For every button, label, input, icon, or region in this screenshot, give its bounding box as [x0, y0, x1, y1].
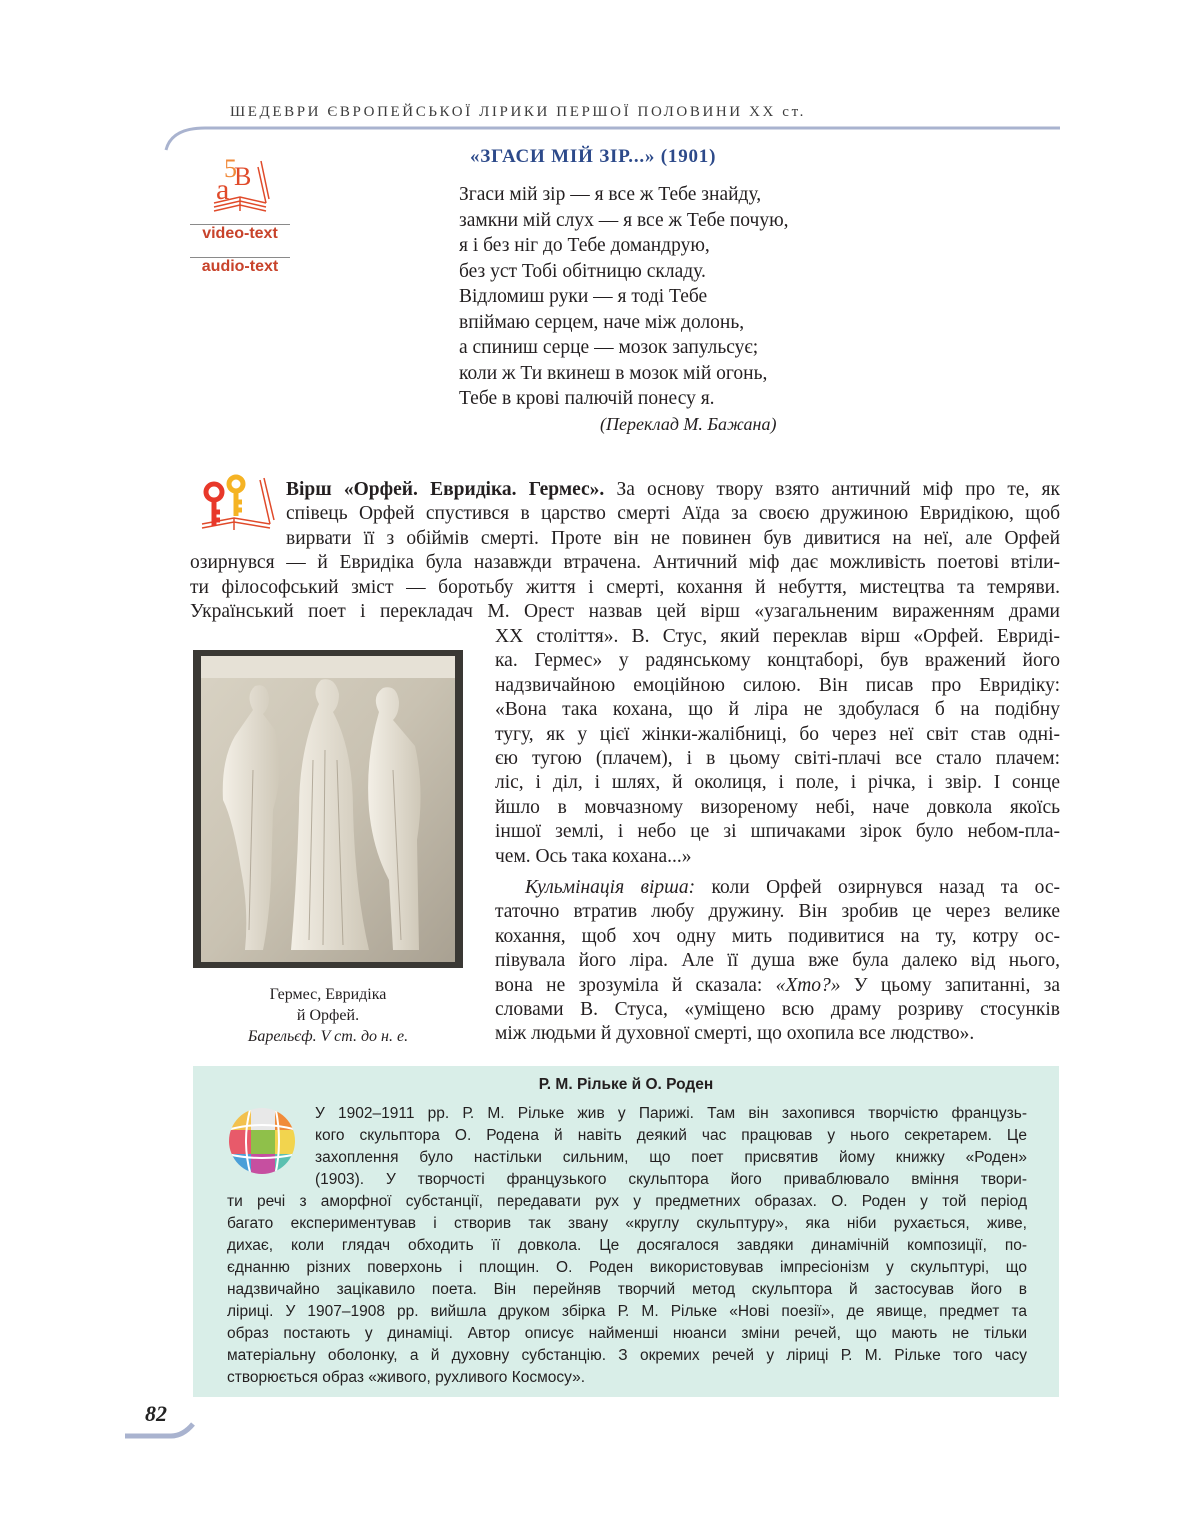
abv-book-icon [200, 147, 280, 217]
poem-line: без уст Тобі обітницю складу. [459, 260, 706, 282]
stus-paragraph [495, 625, 1060, 869]
text-line: матеріальну оболонку, а й духовну субстанцію. З окремих речей у ліриці Р. М. Рільке того часу [227, 1347, 1027, 1364]
svg-text:B: B [234, 162, 252, 191]
poem-line: я і без ніг до Тебе домандрую, [459, 235, 710, 256]
text-line: створюється образ «живого, рухливого Космосу». [227, 1369, 586, 1386]
translator-credit: (Переклад М. Бажана) [600, 414, 777, 434]
text-line: озирнувся — й Евридіка була назавжди втрачена. Античний міф дає можливість поетові втіли- [190, 552, 1060, 574]
video-text-link[interactable]: video-text [202, 225, 278, 242]
paragraph-text: коли Орфей озирнувся назад та ос- [695, 877, 1060, 898]
text-line: тугу, як у цієї жінки-жалібниці, бо через неї світ став одні- [495, 723, 1060, 745]
text-line: вирвати її з обіймів смерті. Проте він не повинен був дивитися на неї, але Орфей [286, 527, 1060, 549]
text-line: кого скульптора О. Родена й навіть деякий час працював у нього секретарем. Це [315, 1127, 1027, 1144]
footer-rule [125, 1422, 197, 1442]
poem-body [459, 182, 879, 412]
text-line: словами В. Стуса, «уміщено всю драму розриву стосунків [495, 999, 1060, 1021]
sidebar-text [227, 1103, 1027, 1389]
audio-text-link[interactable]: audio-text [201, 258, 279, 275]
poem-line: впіймаю серцем, наче між долонь, [459, 311, 745, 333]
text-line: ти речі з аморфної субстанції, передавати рух у предметних образах. О. Роден у той період [227, 1193, 1027, 1210]
poem-title: «ЗГАСИ МІЙ ЗІР...» (1901) [470, 146, 717, 167]
text-line: таточно втратив любу дружину. Він зробив це через велике [495, 901, 1060, 923]
poem-line: коли ж Ти вкинеш в мозок мій огонь, [459, 362, 768, 384]
bas-relief-image [193, 650, 463, 968]
text-line: образ постають у динаміці. Автор описує найменші нюанси зміни речей, що мають не тільки [227, 1325, 1027, 1342]
culmination-paragraph [495, 876, 1060, 1047]
text-line: єю тугою (плачем), і в цьому світі-плачі все стало плачем: [495, 748, 1060, 770]
text-line: (1903). У творчості французького скульптора його приваблювало вміння твори- [315, 1171, 1027, 1188]
text-line: «Вона така кохана, що й ліра не здобулася б на подібну [495, 699, 1060, 721]
text-line: ліс, і діл, і шлях, й околиця, і поле, і річка, і звір. І сонце [495, 772, 1060, 794]
text-line: чем. Ось така кохана...» [495, 845, 692, 867]
text-line: кохання, щоб хоч одну мить подивитися на ту, котру ос- [495, 925, 1060, 947]
sidebar-title: Р. М. Рільке й О. Роден [538, 1076, 714, 1093]
text-line: надзвичайною емоційною силою. Він писав про Евридіку: [495, 674, 1060, 696]
poem-line: Тебе в крові палючій понесу я. [459, 388, 715, 409]
poem-line: Відломиш руки — я тоді Тебе [459, 286, 708, 307]
caption-line: Гермес, Евридіка [269, 986, 387, 1003]
text-line: ліриці. У 1907–1908 рр. вийшла друком збірка Р. М. Рільке «Нові поезії», де явище, предмет та [227, 1303, 1027, 1320]
text-line: іншої землі, і небо це зі шпичаками зірок було небом-пла- [495, 821, 1060, 843]
paragraph-text: За основу твору взято античний міф про те, як [604, 479, 1060, 500]
text-line: захоплення було настільки сильним, що поет присвятив йому книжку «Роден» [315, 1149, 1027, 1166]
text-line: йшло в мовчазному визореному небі, наче довкола якоїсь [495, 796, 1060, 818]
caption-line: й Орфей. [296, 1007, 360, 1024]
text-line: співець Орфей спустився в царство смерті Аїда за своєю дружиною Евридікою, щоб [286, 503, 1060, 525]
section-lead: Вірш «Орфей. Евридіка. Гермес». [286, 479, 605, 500]
culmination-label: Кульмінація вірша: [525, 877, 696, 898]
caption-line: Барельєф. V ст. до н. е. [247, 1028, 409, 1045]
text-line: Український поет і перекладач М. Орест назвав цей вірш «узагальненим вираженням драми [190, 601, 1060, 623]
text-line: дихає, коли глядач обходить її довкола. Це досягалося завдяки динамічній композиції, по- [227, 1237, 1027, 1254]
text-line: ка. Гермес» у радянському концтаборі, був вражений його [495, 650, 1060, 672]
paragraph-text: вона не зрозуміла й сказала: [495, 974, 776, 996]
text-line: XX століття». В. Стус, який переклав вірш «Орфей. Евриді- [495, 626, 1060, 647]
text-line: між людьми й духовної смерті, що охопила все людство». [495, 1023, 975, 1045]
running-head: ШЕДЕВРИ ЄВРОПЕЙСЬКОЇ ЛІРИКИ ПЕРШОЇ ПОЛОВИНИ XX ст. [230, 104, 806, 120]
text-line: ти філософський зміст — боротьбу життя і смерті, кохання й небуття, мистецтва та темряви. [190, 576, 1060, 598]
poem-line: а спиниш серце — мозок запульсує; [459, 337, 759, 358]
svg-text:a: a [216, 173, 230, 206]
text-line: багато експериментував і створив так звану «круглу скульптуру», яка ніби рухається, живе, [227, 1215, 1027, 1232]
page-number: 82 [145, 1401, 167, 1426]
svg-text:5: 5 [224, 154, 237, 183]
paragraph-text: У цьому запитанні, за [840, 974, 1060, 996]
text-line: У 1902–1911 рр. Р. М. Рільке жив у Парижі. Там він захопився творчістю французь- [315, 1105, 1027, 1122]
text-line: надзвичайно зацікавило поета. Він перейняв творчий метод скульптора й застосував його в [227, 1281, 1027, 1298]
text-line: півувала його ліра. Але її душа вже була далеко від нього, [495, 950, 1060, 972]
who-quote: «Хто?» [775, 974, 841, 996]
poem-line: Згаси мій зір — я все ж Тебе знайду, [459, 184, 762, 205]
text-line: єднанню різних поверхонь і площин. О. Роден використовував імпресіонізм у скульптурі, що [227, 1259, 1027, 1276]
orpheus-paragraph [190, 478, 1060, 624]
poem-line: замкни мій слух — я все ж Тебе почую, [459, 209, 789, 231]
rilke-rodin-sidebar [193, 1066, 1059, 1397]
image-caption [193, 984, 463, 1047]
